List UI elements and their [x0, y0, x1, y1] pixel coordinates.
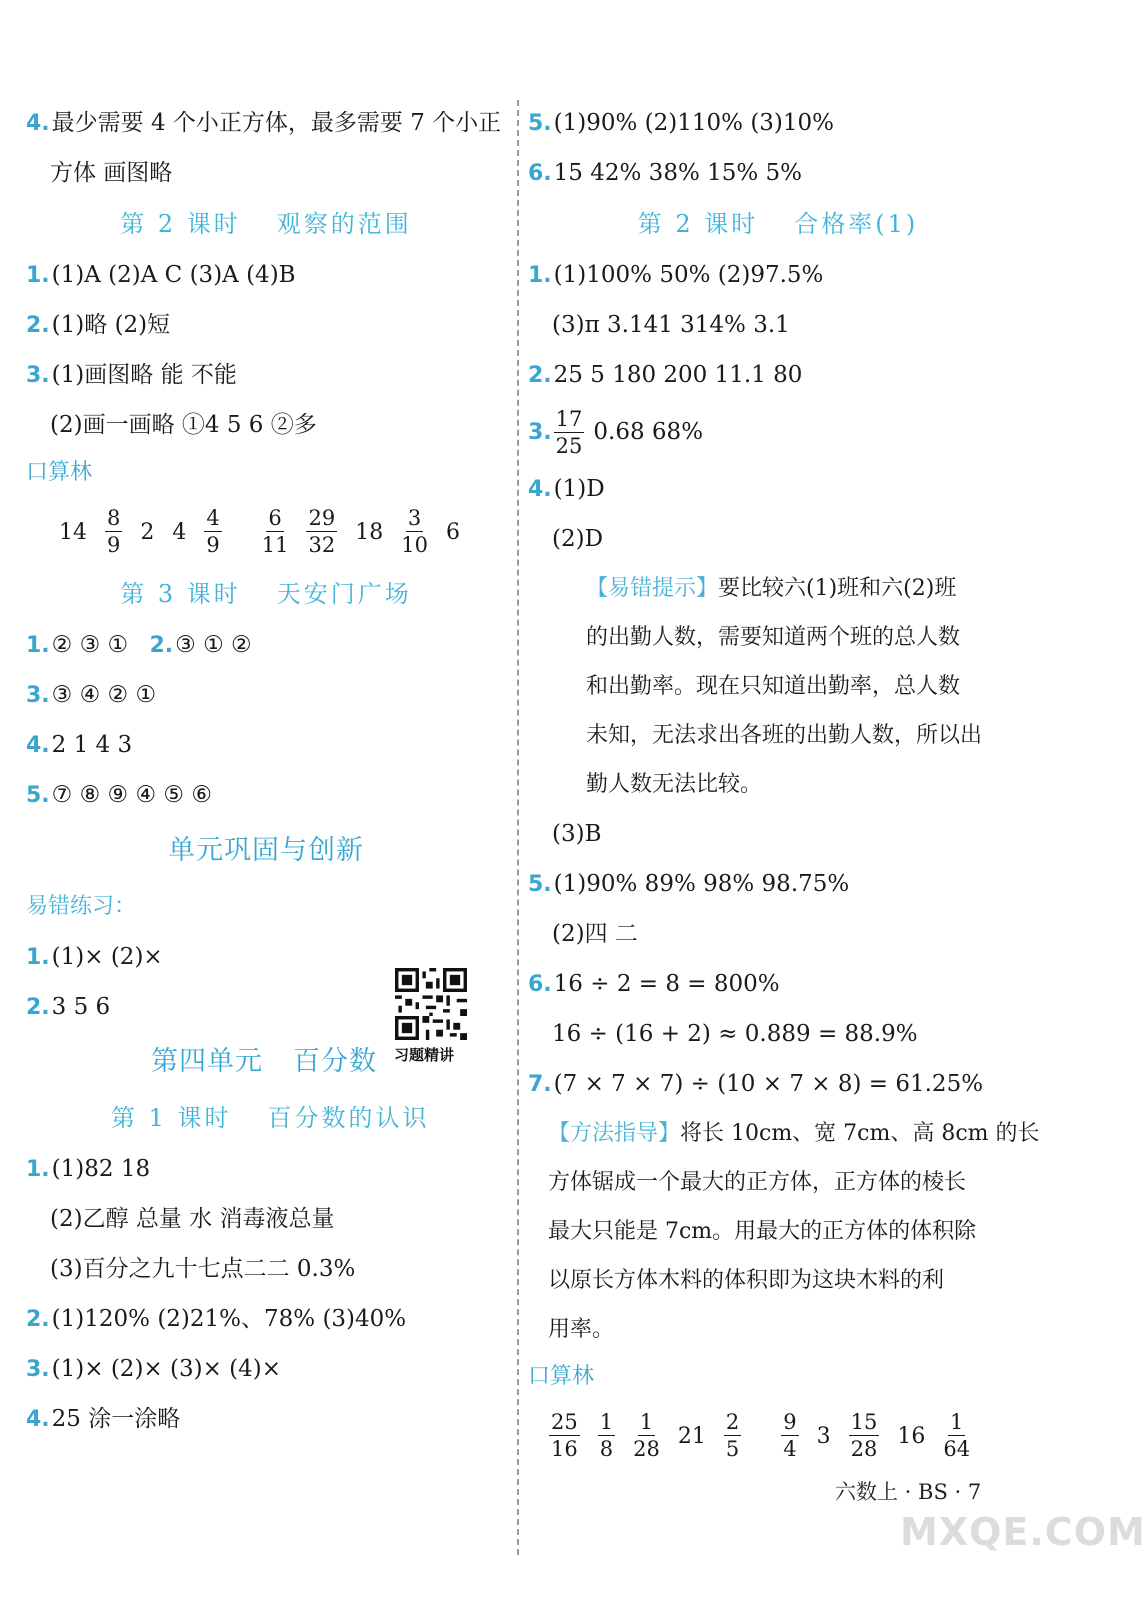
- answer-text: (1)略 (2)短: [51, 312, 171, 338]
- lesson-number: 第 3 课时: [120, 580, 241, 608]
- question-number: 4.: [26, 733, 50, 758]
- column-divider: [517, 100, 519, 1555]
- question-number: 2.: [26, 313, 50, 338]
- error-tip-note: [528, 564, 1028, 809]
- denominator: 16: [551, 1437, 578, 1461]
- question-number: 4.: [528, 477, 552, 502]
- lesson-number: 第 1 课时: [111, 1104, 232, 1132]
- answer-line: [528, 514, 1028, 564]
- answer-line: [528, 859, 1028, 909]
- question-number: 7.: [528, 1072, 552, 1097]
- answer-line: [528, 1009, 1028, 1059]
- answer-text: (1)90% 89% 98% 98.75%: [553, 871, 850, 897]
- lesson-title: 合格率(1): [794, 210, 919, 238]
- qr-label: 习题精讲: [394, 1046, 455, 1064]
- answer-line: [26, 400, 506, 450]
- answer-line: [26, 148, 506, 198]
- answer-line: [528, 400, 1028, 464]
- fraction: [598, 1412, 615, 1460]
- answer-text: 方体 画图略: [50, 160, 173, 186]
- answer-text: (3)B: [552, 821, 602, 847]
- answer-text: (2)乙醇 总量 水 消毒液总量: [50, 1206, 335, 1232]
- answer-text: ② ③ ①: [51, 632, 129, 658]
- denominator: 32: [308, 533, 336, 557]
- question-number: 1.: [26, 945, 50, 970]
- answer-line: [528, 98, 1028, 148]
- section-label-kousuan: 口算林: [528, 1364, 595, 1389]
- answer-line: [528, 464, 1028, 514]
- tip-text: 将长 10cm、宽 7cm、高 8cm 的长: [680, 1121, 1040, 1146]
- number: 16: [897, 1423, 926, 1449]
- answer-line: [528, 959, 1028, 1009]
- answer-text: (1)画图略 能 不能: [51, 362, 237, 388]
- answer-line: [26, 620, 506, 670]
- answer-text: (1)82 18: [51, 1156, 151, 1182]
- answer-text: 最少需要 4 个小正方体，最多需要 7 个小正: [51, 110, 502, 136]
- answer-text: 3 5 6: [51, 994, 111, 1020]
- answer-text: ③ ① ②: [175, 632, 252, 658]
- denominator: 5: [725, 1437, 740, 1461]
- fraction: [943, 1412, 970, 1460]
- fraction: [306, 508, 337, 556]
- question-number: 4.: [26, 111, 50, 136]
- answer-line: [26, 720, 506, 770]
- denominator: 8: [599, 1437, 614, 1461]
- numerator: 4: [206, 506, 220, 530]
- answer-line: [528, 1059, 1028, 1109]
- question-number: 2.: [26, 1307, 50, 1332]
- fraction: [262, 508, 289, 556]
- unit-review-title: 单元巩固与创新: [168, 835, 364, 866]
- number: 14: [59, 519, 87, 545]
- answer-text: 15 42% 38% 15% 5%: [553, 160, 803, 186]
- number: 6: [445, 519, 460, 545]
- fraction: [549, 1412, 580, 1460]
- answer-line: [26, 1144, 506, 1194]
- fraction: [633, 1412, 660, 1460]
- tip-text: 以原长方体木料的体积即为这块木料的利: [548, 1268, 945, 1293]
- number: 21: [677, 1423, 706, 1449]
- lesson-number: 第 2 课时: [637, 210, 759, 238]
- denominator: 11: [261, 533, 289, 557]
- watermark-text: MXQE.COM: [900, 1510, 1146, 1554]
- fraction-row: [26, 496, 506, 568]
- fraction: [724, 1412, 741, 1460]
- question-number: 3.: [528, 420, 552, 445]
- lesson-title: 百分数的认识: [267, 1104, 430, 1132]
- question-number: 1.: [26, 1157, 50, 1182]
- answer-line: [26, 250, 506, 300]
- denominator: 10: [401, 533, 428, 557]
- denominator: 9: [107, 533, 121, 557]
- denominator: 28: [850, 1437, 878, 1461]
- fraction: [781, 1412, 798, 1460]
- denominator: 9: [206, 533, 220, 557]
- answer-text: 25 涂一涂略: [51, 1406, 181, 1432]
- answer-text: 16 ÷ 2 = 8 = 800%: [553, 971, 780, 997]
- answer-text: (1)× (2)×: [51, 944, 163, 970]
- answer-line: [528, 350, 1028, 400]
- question-number: 3.: [26, 1357, 50, 1382]
- answer-line: [528, 809, 1028, 859]
- answer-line: [26, 770, 506, 820]
- lesson-title: 观察的范围: [276, 210, 412, 238]
- answer-text: (7 × 7 × 7) ÷ (10 × 7 × 8) = 61.25%: [553, 1071, 984, 1097]
- fraction: [849, 1412, 880, 1460]
- answer-line: [26, 300, 506, 350]
- numerator: 2: [725, 1410, 740, 1434]
- answer-line: [26, 1294, 506, 1344]
- answer-text: (3)π 3.141 314% 3.1: [552, 312, 790, 338]
- answer-text: 2 1 4 3: [51, 732, 133, 758]
- question-number: 2.: [26, 995, 50, 1020]
- number: 18: [355, 519, 384, 545]
- tip-text: 和出勤率。现在只知道出勤率，总人数: [586, 674, 961, 699]
- answer-line: [26, 98, 506, 148]
- tip-text: 未知，无法求出各班的出勤人数，所以出: [586, 723, 983, 748]
- tip-text: 最大只能是 7cm。用最大的正方体的体积除: [548, 1219, 977, 1244]
- numerator: 3: [407, 506, 422, 530]
- tip-label: 【易错提示】: [586, 576, 719, 601]
- answer-line: [26, 1394, 506, 1444]
- denominator: 64: [943, 1437, 971, 1461]
- answer-text: 25 5 180 200 11.1 80: [553, 362, 803, 388]
- error-practice-label: 易错练习：: [26, 894, 137, 919]
- numerator: 1: [639, 1410, 654, 1434]
- question-number: 1.: [26, 633, 50, 658]
- lesson-heading: [528, 198, 1028, 250]
- answer-line: [26, 1344, 506, 1394]
- question-number: 3.: [26, 683, 50, 708]
- numerator: 15: [850, 1410, 878, 1434]
- question-number: 5.: [528, 872, 552, 897]
- numerator: 9: [783, 1410, 797, 1434]
- answer-line: [528, 909, 1028, 959]
- answer-text: (2)画一画略 ①4 5 6 ②多: [50, 412, 317, 438]
- answer-text: (3)百分之九十七点二二 0.3%: [50, 1256, 356, 1282]
- answer-text: (2)D: [552, 526, 604, 552]
- left-column: [26, 98, 506, 1444]
- tip-text: 用率。: [548, 1317, 615, 1342]
- fraction: [204, 508, 221, 556]
- page-footer: 六数上 · BS · 7: [835, 1480, 982, 1504]
- fraction: [401, 508, 428, 556]
- answer-line: [528, 250, 1028, 300]
- answer-text: (1)D: [553, 476, 605, 502]
- numerator: 8: [107, 506, 121, 530]
- question-number: 6.: [528, 972, 552, 997]
- denominator: 28: [633, 1437, 660, 1461]
- tip-label: 【方法指导】: [548, 1121, 681, 1146]
- unit-number: 第四单元: [151, 1046, 263, 1077]
- lesson-number: 第 2 课时: [120, 210, 241, 238]
- method-guide-note: [528, 1109, 1040, 1354]
- number: 2: [140, 519, 155, 545]
- question-number: 3.: [26, 363, 50, 388]
- answer-text: ③ ④ ② ①: [51, 682, 157, 708]
- right-column: [528, 98, 1040, 1472]
- answer-line: [26, 350, 506, 400]
- tip-text: 要比较六(1)班和六(2)班: [718, 576, 957, 601]
- lesson-heading: [26, 568, 506, 620]
- answer-text: 16 ÷ (16 + 2) ≈ 0.889 = 88.9%: [552, 1021, 918, 1047]
- question-number: 1.: [528, 263, 552, 288]
- tip-text: 方体锯成一个最大的正方体，正方体的棱长: [548, 1170, 967, 1195]
- question-number: 6.: [528, 161, 552, 186]
- lesson-heading: [26, 1092, 506, 1144]
- answer-line: [26, 1194, 506, 1244]
- number: 3: [816, 1423, 831, 1449]
- fraction-row: [528, 1400, 1028, 1472]
- answer-text: (1)× (2)× (3)× (4)×: [51, 1356, 282, 1382]
- section-label-kousuan: 口算林: [26, 460, 93, 485]
- answer-text: (1)120% (2)21%、78% (3)40%: [51, 1306, 407, 1332]
- fraction: [105, 508, 122, 556]
- numerator: 25: [551, 1410, 578, 1434]
- question-number: 5.: [528, 111, 552, 136]
- answer-line: [26, 670, 506, 720]
- answer-line: [26, 1244, 506, 1294]
- tip-text: 勤人数无法比较。: [586, 772, 763, 797]
- answer-text: (1)100% 50% (2)97.5%: [553, 262, 824, 288]
- answer-line: [528, 300, 1028, 350]
- numerator: 6: [268, 506, 282, 530]
- lesson-title: 天安门广场: [276, 580, 412, 608]
- tip-text: 的出勤人数，需要知道两个班的总人数: [586, 625, 961, 650]
- unit-title: 百分数: [293, 1046, 377, 1077]
- answer-text: ⑦ ⑧ ⑨ ④ ⑤ ⑥: [51, 782, 212, 808]
- fraction: [554, 409, 585, 457]
- answer-text: (1)90% (2)110% (3)10%: [553, 110, 835, 136]
- question-number: 2.: [149, 633, 174, 658]
- numerator: 1: [950, 1410, 964, 1434]
- qr-code-icon[interactable]: [395, 968, 467, 1040]
- numerator: 29: [308, 506, 336, 530]
- answer-text: 0.68 68%: [593, 419, 704, 445]
- question-number: 5.: [26, 783, 50, 808]
- question-number: 4.: [26, 1407, 50, 1432]
- lesson-heading: [26, 198, 506, 250]
- denominator: 25: [555, 434, 583, 458]
- denominator: 4: [783, 1437, 797, 1461]
- question-number: 1.: [26, 263, 50, 288]
- numerator: 17: [555, 407, 583, 431]
- number: 4: [172, 519, 187, 545]
- answer-text: (2)四 二: [552, 921, 638, 947]
- question-number: 2.: [528, 363, 552, 388]
- answer-text: (1)A (2)A C (3)A (4)B: [51, 262, 296, 288]
- numerator: 1: [599, 1410, 614, 1434]
- answer-line: [528, 148, 1028, 198]
